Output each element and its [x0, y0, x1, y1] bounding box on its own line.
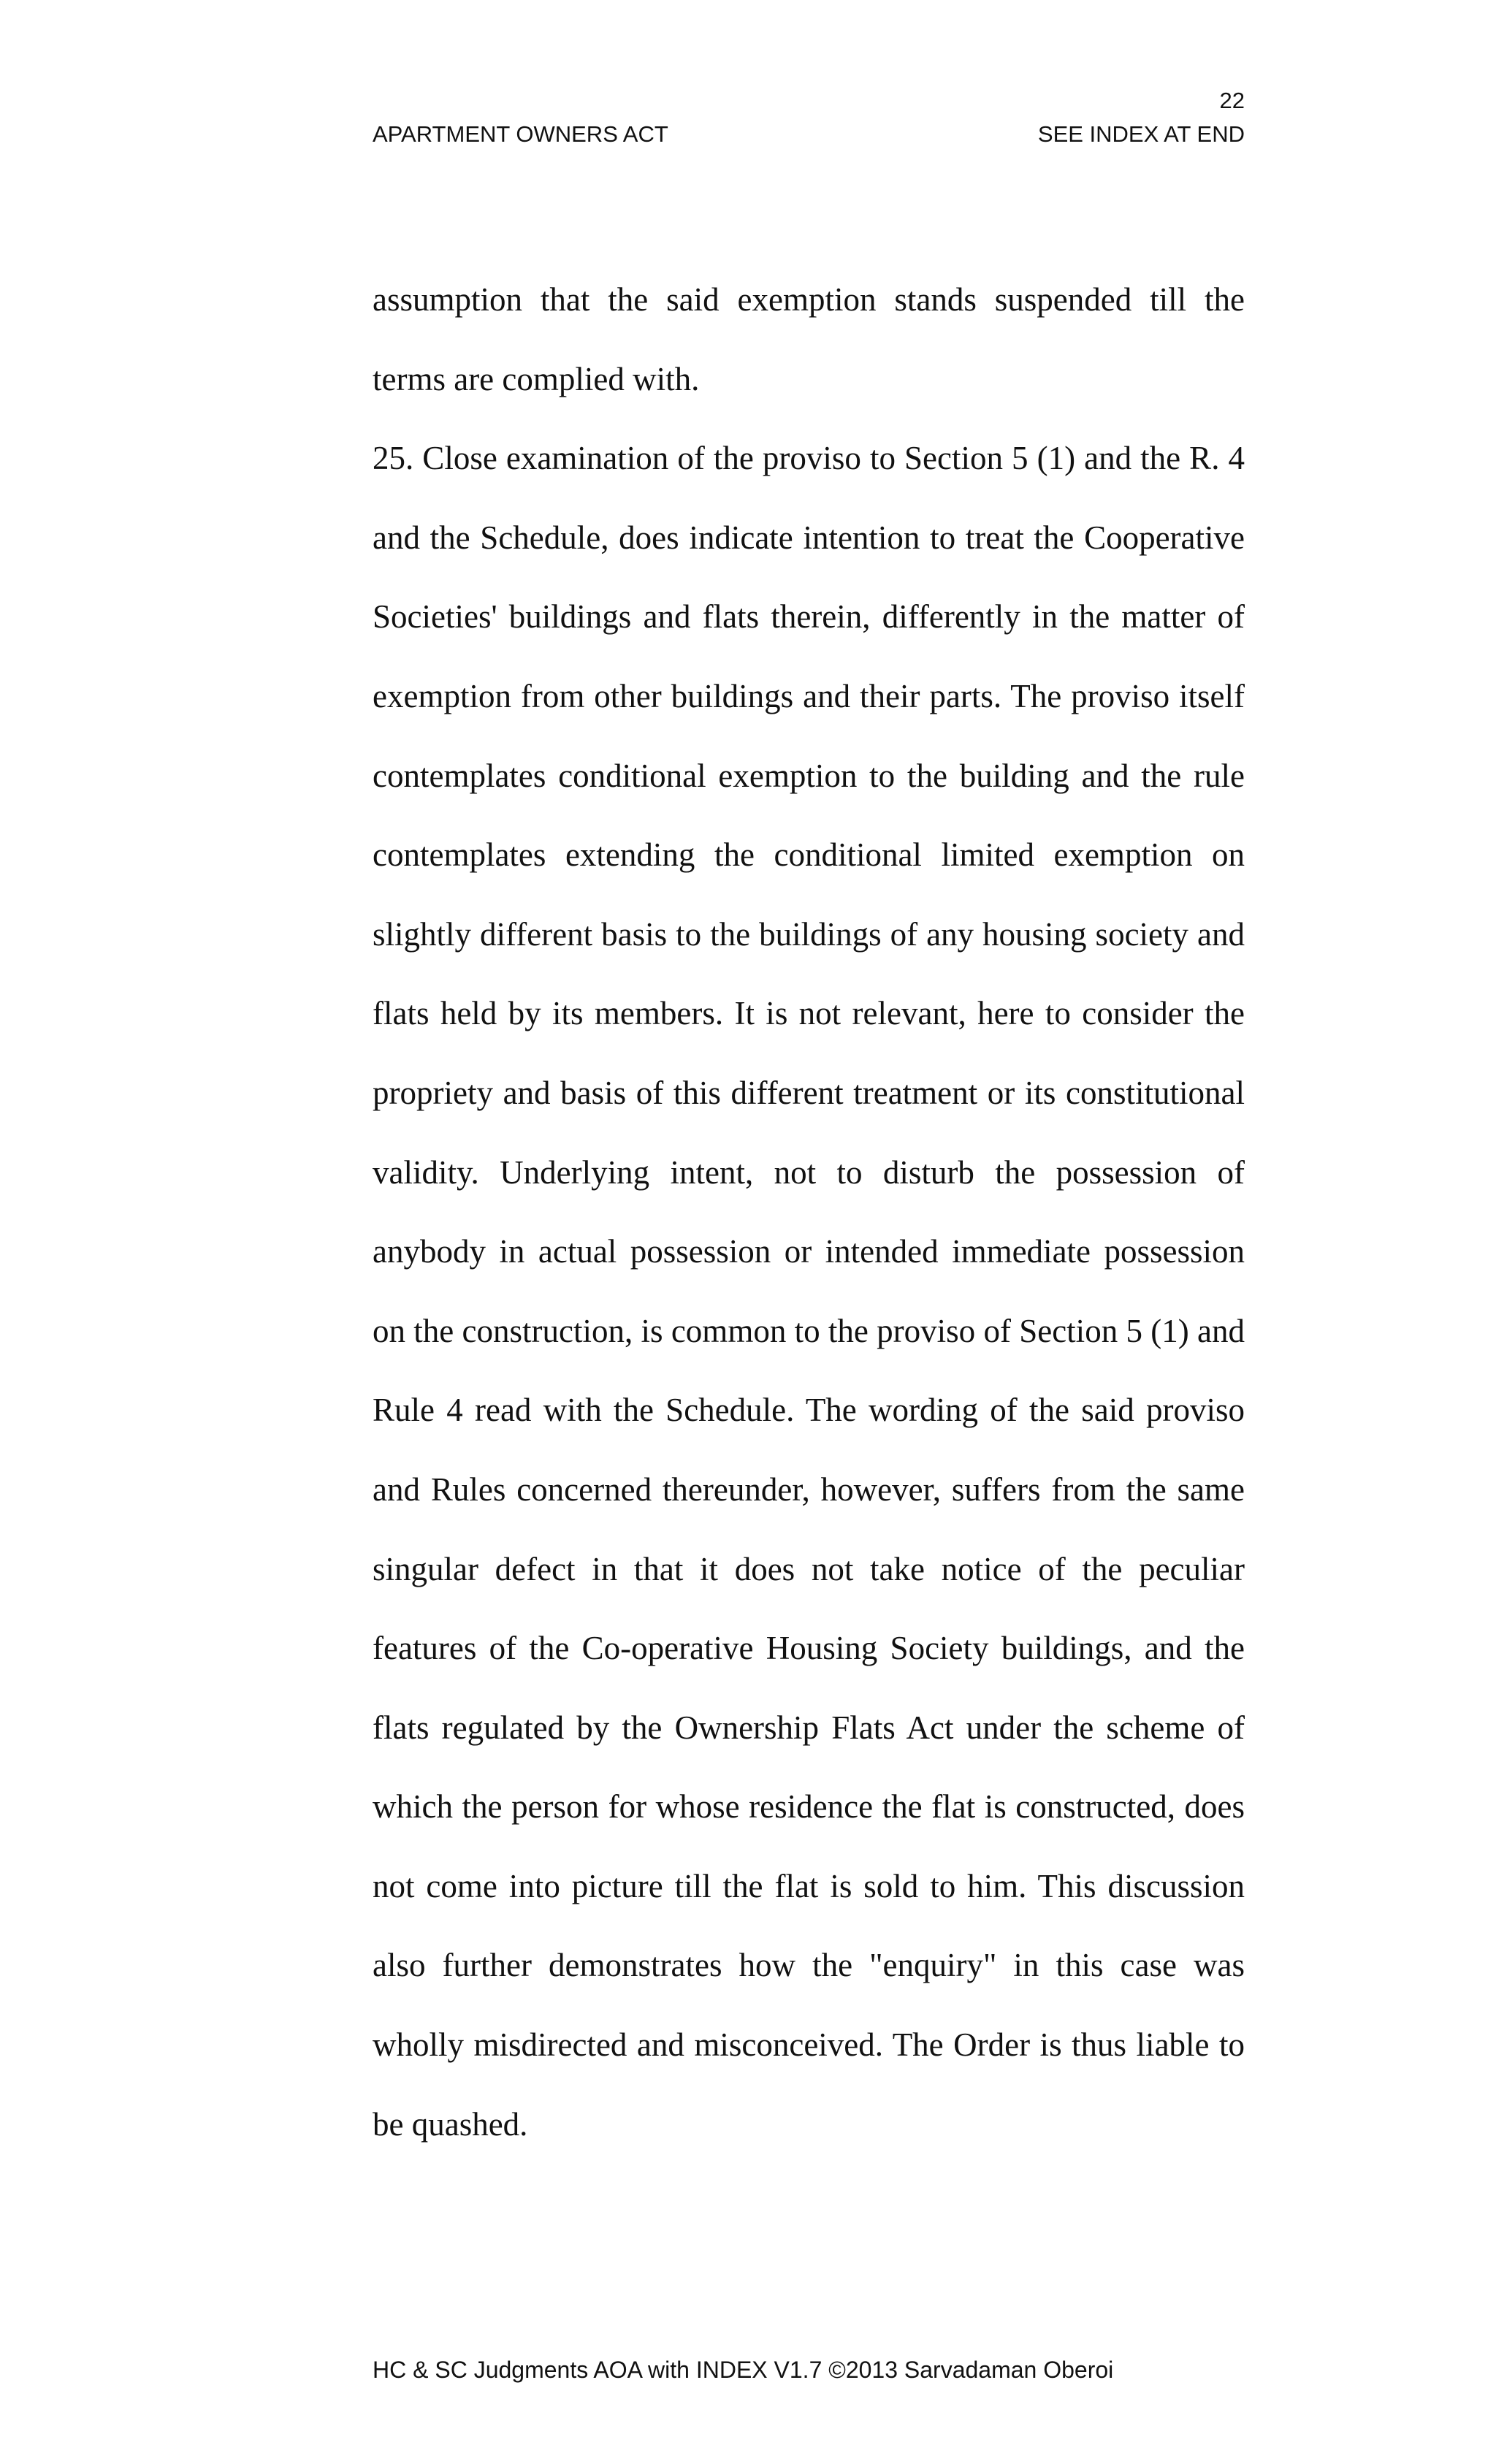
header-index-note: SEE INDEX AT END: [1037, 121, 1245, 147]
paragraph-25: 25. Close examination of the proviso to Section 5 (1) and the R. 4 and the Schedule, does indicate intention to treat the Cooperative Societies' buildings and flats therein, differently in the matter of exemption from other buildings and their parts. The proviso itself contemplates conditional exemption to the building and the rule contemplates extending the conditional limited exemption on slightly different basis to the buildings of any housing society and flats held by its members. It is not relevant, here to consider the propriety and basis of this different treatment or its constitutional validity. Underlying intent, not to disturb the possession of anybody in actual possession or intended immediate possession on the construction, is common to the proviso of Section 5 (1) and Rule 4 read with the Schedule. The wording of the said proviso and Rules concerned thereunder, however, suffers from the same singular defect in that it does not take notice of the peculiar features of the Co-operative Housing Society buildings, and the flats regulated by the Ownership Flats Act under the scheme of which the person for whose residence the flat is constructed, does not come into picture till the flat is sold to him. This discussion also further demonstrates how the "enquiry" in this case was wholly misdirected and misconceived. The Order is thus liable to be quashed.: [373, 440, 1245, 2143]
continuation-paragraph: assumption that the said exemption stands suspended till the terms are complied with.: [373, 281, 1245, 397]
body-text: [373, 260, 1245, 2164]
page-footer: HC & SC Judgments AOA with INDEX V1.7 ©2013 Sarvadaman Oberoi: [373, 2357, 1114, 2383]
page-number: 22: [1219, 88, 1245, 113]
running-header: [373, 121, 1245, 148]
header-title: APARTMENT OWNERS ACT: [373, 121, 668, 147]
